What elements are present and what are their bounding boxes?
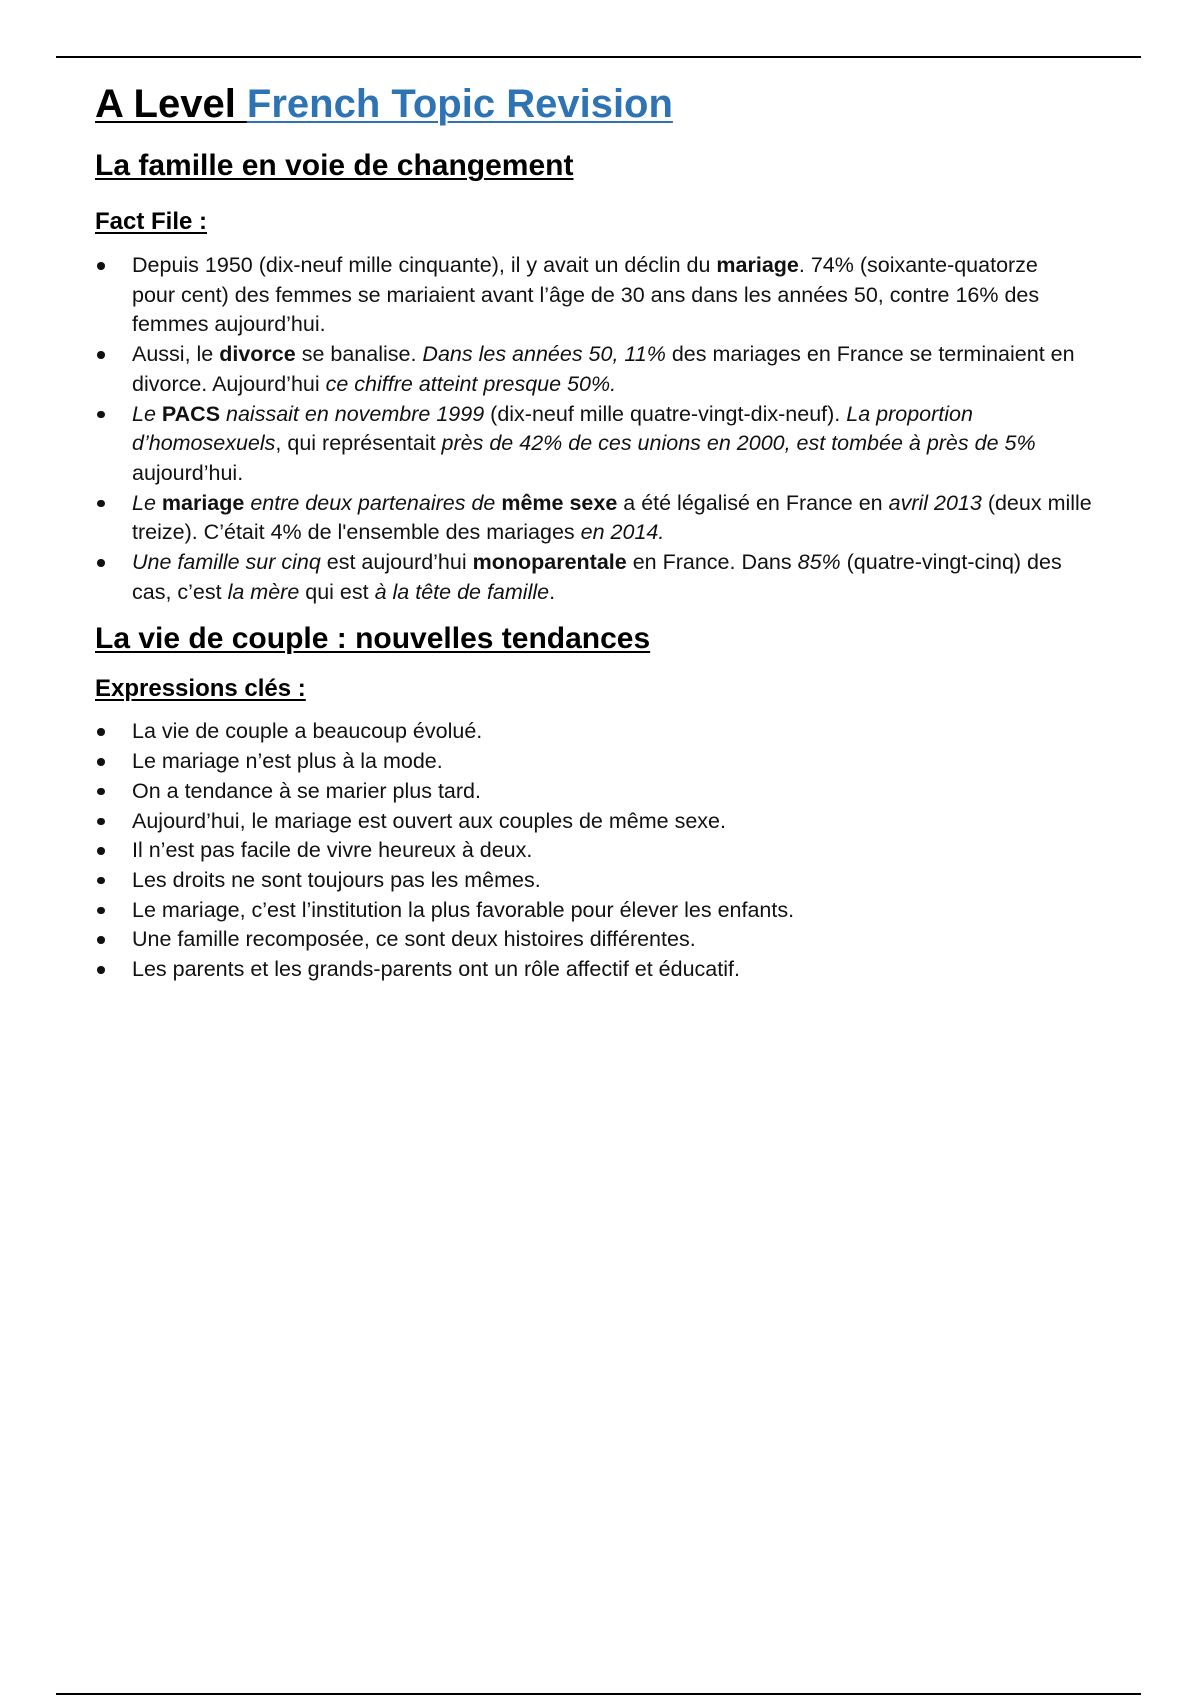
fact-item — [95, 489, 1155, 548]
text-segment: (deux mille — [981, 490, 1092, 515]
bold-term: même sexe — [501, 490, 618, 515]
text-segment: qui est — [299, 579, 375, 604]
bullet-icon — [97, 351, 105, 359]
text-segment: . — [549, 579, 556, 604]
bullet-icon — [97, 788, 105, 796]
italic-text: avril 2013 — [888, 490, 982, 515]
text-line — [132, 340, 1155, 370]
bold-term: PACS — [161, 401, 221, 426]
bullet-icon — [97, 500, 105, 508]
expression-item — [95, 896, 1155, 926]
expression-text: Le mariage n’est plus à la mode. — [132, 749, 443, 774]
expression-item — [95, 777, 1155, 807]
expression-text: Le mariage, c’est l’institution la plus favorable pour élever les enfants. — [132, 897, 795, 922]
italic-text: la mère — [227, 579, 300, 604]
text-segment: pour cent) des femmes se mariaient avant l’âge de 30 ans dans les années 50, contre 16% des — [132, 282, 1040, 307]
italic-text: en 2014. — [580, 520, 665, 545]
bullet-icon — [97, 728, 105, 736]
document-body — [95, 80, 1155, 985]
document-title — [95, 80, 1155, 128]
expression-text: La vie de couple a beaucoup évolué. — [132, 719, 483, 744]
expression-item — [95, 866, 1155, 896]
text-segment: en France. Dans — [626, 550, 798, 575]
subheading-expressions-cles: Expressions clés : — [95, 675, 306, 703]
title-highlight: French Topic Revision — [246, 82, 673, 126]
text-segment: femmes aujourd’hui. — [132, 312, 326, 337]
text-segment: cas, c’est — [132, 579, 228, 604]
expression-item — [95, 955, 1155, 985]
text-segment: Aussi, le — [132, 342, 220, 367]
text-segment: , qui représentait — [275, 431, 442, 456]
fact-item — [95, 400, 1155, 489]
italic-text: 85% — [797, 550, 841, 575]
expression-item — [95, 747, 1155, 777]
text-segment: est aujourd’hui — [320, 550, 473, 575]
text-line — [132, 370, 1155, 400]
bullet-icon — [97, 847, 105, 855]
bullet-icon — [97, 907, 105, 915]
text-segment: des mariages en France se terminaient en — [665, 342, 1075, 367]
text-line — [132, 400, 1155, 430]
text-segment: aujourd’hui. — [132, 460, 244, 485]
fact-file-list — [95, 251, 1155, 607]
expression-text: Il n’est pas facile de vivre heureux à deux. — [132, 838, 533, 863]
text-segment: treize). C’était 4% de l'ensemble des mariages — [132, 520, 581, 545]
fact-item — [95, 548, 1155, 607]
text-line — [132, 310, 1155, 340]
expression-text: On a tendance à se marier plus tard. — [132, 778, 481, 803]
italic-text: entre deux partenaires de — [244, 490, 502, 515]
fact-item — [95, 251, 1155, 340]
section-heading-famille: La famille en voie de changement — [95, 149, 574, 182]
text-line — [132, 251, 1155, 281]
bullet-icon — [97, 818, 105, 826]
expression-text: Les droits ne sont toujours pas les mêmes. — [132, 867, 541, 892]
text-line — [132, 518, 1155, 548]
text-line — [132, 578, 1155, 608]
bold-term: monoparentale — [472, 550, 627, 575]
text-segment: se banalise. — [295, 342, 423, 367]
subheading-fact-file: Fact File : — [95, 208, 208, 235]
bullet-icon — [97, 262, 105, 270]
title-prefix: A Level — [95, 82, 247, 126]
italic-text: Le — [132, 490, 162, 515]
bullet-icon — [97, 758, 105, 766]
italic-text: La proportion — [846, 401, 973, 426]
italic-text: Une famille sur cinq — [132, 550, 321, 575]
expression-item — [95, 807, 1155, 837]
text-segment: a été légalisé en France en — [617, 490, 889, 515]
fact-item — [95, 340, 1155, 399]
expression-item — [95, 836, 1155, 866]
italic-text: d’homosexuels — [132, 431, 276, 456]
text-line — [132, 429, 1155, 459]
italic-text: ce chiffre atteint presque 50%. — [325, 371, 617, 396]
bold-term: mariage — [161, 490, 245, 515]
text-segment: (quatre-vingt-cinq) des — [840, 550, 1062, 575]
italic-text: Le — [132, 401, 162, 426]
text-line — [132, 459, 1155, 489]
top-rule — [56, 56, 1141, 58]
italic-text: Dans les années 50, 11% — [422, 342, 666, 367]
expression-item — [95, 925, 1155, 955]
expression-text: Une famille recomposée, ce sont deux histoires différentes. — [132, 927, 696, 952]
expression-item — [95, 717, 1155, 747]
text-line — [132, 281, 1155, 311]
text-line — [132, 489, 1155, 519]
italic-text: près de 42% de ces unions en 2000, est tombée à près de 5% — [441, 431, 1036, 456]
bullet-icon — [97, 966, 105, 974]
expression-text: Aujourd’hui, le mariage est ouvert aux couples de même sexe. — [132, 808, 726, 833]
bullet-icon — [97, 559, 105, 567]
bold-term: divorce — [219, 342, 296, 367]
section-heading-vie-de-couple: La vie de couple : nouvelles tendances — [95, 622, 651, 656]
text-segment: divorce. Aujourd’hui — [132, 371, 326, 396]
text-segment: Depuis 1950 (dix-neuf mille cinquante), il y avait un déclin du — [132, 253, 717, 277]
bold-term: mariage — [716, 253, 799, 277]
bullet-icon — [97, 877, 105, 885]
text-line — [132, 548, 1155, 578]
bottom-rule — [56, 1693, 1141, 1695]
bullet-icon — [97, 936, 105, 944]
bullet-icon — [97, 411, 105, 419]
text-segment: . 74% (soixante-quatorze — [798, 253, 1038, 277]
italic-text: à la tête de famille — [374, 579, 550, 604]
expression-text: Les parents et les grands-parents ont un rôle affectif et éducatif. — [132, 957, 740, 982]
expressions-list — [95, 717, 1155, 984]
text-segment: (dix-neuf mille quatre-vingt-dix-neuf). — [484, 401, 847, 426]
italic-text: naissait en novembre 1999 — [220, 401, 485, 426]
